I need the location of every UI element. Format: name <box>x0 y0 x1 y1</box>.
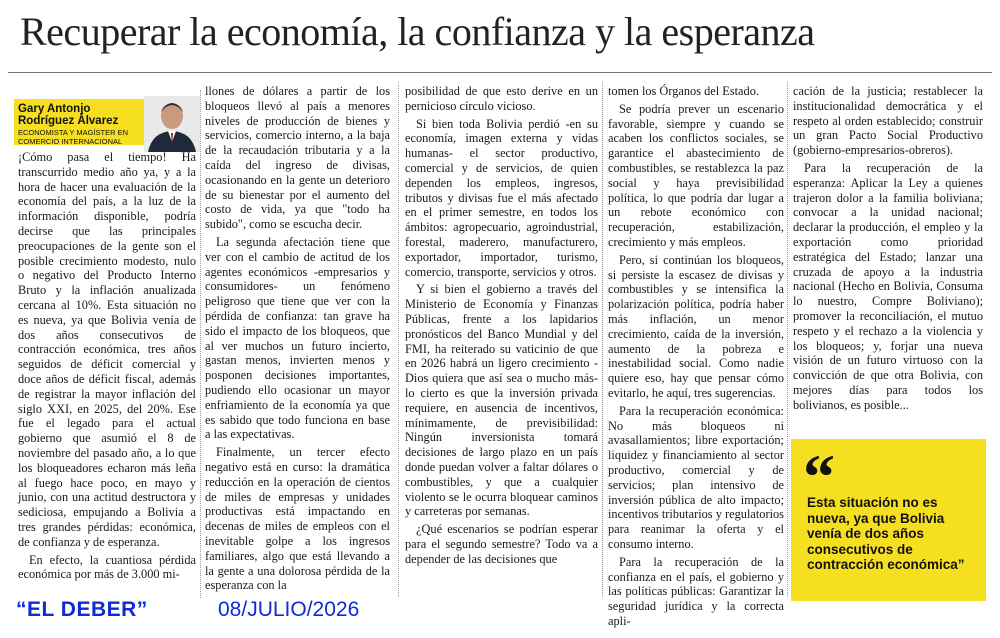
paragraph: Finalmente, un tercer efecto negativo está en curso: la dramática reducción en la operación de cientos de miles de empresas y unidades productivas está impactando en decenas de miles de empleos con el inevitable golpe a los ingresos familiares, algo que está llevando a la gente a una dolorosa pérdida de la esperanza con la <box>205 445 390 593</box>
paragraph: posibilidad de que esto derive en un pernicioso círculo vicioso. <box>405 84 598 113</box>
paragraph: Se podría prever un escenario favorable, siempre y cuando se acaben los conflictos sociales, se garantice el abastecimiento de combustibles, se restablezca la paz social y haya previsibilidad política, lo que podría dar lugar a un rebote económico con recuperación, estabilización, crecimiento y más empleos. <box>608 101 784 249</box>
paragraph: Y si bien el gobierno a través del Ministerio de Economía y Finanzas Públicas, frente a los lapidarios pronósticos del Banco Mundial y del FMI, ha reiterado su vaticinio de que en 2026 habrá un ligero crecimiento -Dios quiera que así sea o mucho más- lo cierto es que la inversión privada requiere, en ausencia de incentivos, mínimamente, de previsibilidad: Ningún inversionista tomará decisiones de largo plazo en un país donde puedan volver a faltar dólares o combustibles, y que a cualquier violento se le ocurra bloquear caminos y carreteras por semanas. <box>405 282 598 519</box>
paragraph: Para la recuperación de la esperanza: Aplicar la Ley a quienes trajeron dolor a la familia boliviana; convocar a la unidad nacional; declarar la producción, el empleo y la exportación como prioridad estratégica del Estado; lanzar una cruzada de apoyo a la industria nacional (Hecho en Bolivia, Consuma lo nuestro, Compre Boliviano); promover la reconciliación, el mutuo respeto y el rechazo a la violencia y los bloqueos; y, forjar una nueva visión de un futuro virtuoso con la convicción de que otra Bolivia, con mejores días para todos los bolivianos, es posible... <box>793 160 983 412</box>
author-role: ECONOMISTA Y MAGÍSTER EN COMERCIO INTERNACIONAL <box>18 128 129 146</box>
paragraph: llones de dólares a partir de los bloqueos llevó al país a menores niveles de producción de bienes y servicios, comercio interno, a la baja de la recaudación tributaria y a la caída del ingreso de divisas, ocasionando en la gente un deterioro de su bienestar por el aumento del costo de vida, ya que "todo ha subido", como se escucha decir. <box>205 84 390 232</box>
quote-mark-icon: “ <box>803 441 835 512</box>
column-separator <box>200 90 201 598</box>
title-divider <box>8 72 992 73</box>
column-separator <box>787 82 788 597</box>
paragraph: cación de la justicia; restablecer la institucionalidad democrática y el respeto al orden establecido; construir un gran Pacto Social Productivo (gobierno-empresarios-obreros). <box>793 84 983 158</box>
paragraph: La segunda afectación tiene que ver con el cambio de actitud de los agentes económicos -empresarios y consumidores- un fenómeno peligroso que tiene que ver con la pérdida de confianza: tan grave ha sido el impacto de los bloqueos, que al ver muchos un futuro incierto, gastan menos, invierten menos y posponen decisiones importantes, pudiendo ello ocasionar un mayor enfriamiento de la economía ya que es sabido que todo funciona en base a las expectativas. <box>205 234 390 442</box>
column-separator <box>398 82 399 597</box>
publication-date: 08/JULIO/2026 <box>218 598 360 621</box>
author-photo <box>144 96 200 152</box>
article-title: Recuperar la economía, la confianza y la esperanza <box>20 9 815 54</box>
pull-quote-text: Esta situación no es nueva, ya que Bolivia venía de dos años consecutivos de contracción económica” <box>807 495 965 572</box>
paragraph: En efecto, la cuantiosa pérdida económica por más de 3.000 mi- <box>18 552 196 582</box>
article-column-2 <box>205 84 390 596</box>
paragraph: Para la recuperación de la confianza en el país, el gobierno y las políticas públicas: Garantizar la seguridad jurídica y la correcta apli- <box>608 554 784 628</box>
paragraph: Pero, si continúan los bloqueos, si persiste la escasez de divisas y combustibles y se intensifica la polarización política, podría haber más inflación, un menor crecimiento, caída de la inversión, aumento de la pobreza e inestabilidad social. Como nadie quiere eso, hay que pensar cómo evitarlo, he aquí, tres sugerencias. <box>608 252 784 400</box>
paragraph: ¡Cómo pasa el tiempo! Ha transcurrido medio año ya, y a la hora de hacer una evaluación de la economía del país, a la luz de la información disponible, podría decirse que las principales preocupaciones de la gente son el posible crecimiento modesto, nulo o negativo del Producto Interno Bruto y la inflación anualizada cercana al 10%. Esta situación no es nueva, ya que Bolivia venía de dos años consecutivos de contracción económica, tres años seguidos de déficit comercial y doce años de déficit fiscal, además de registrar la mayor inflación del siglo XXI, en 2025, del 20%. Ese fue el legado para el actual gobierno que asumió el 8 de noviembre del pasado año, a lo que los bloqueadores echaron más leña al fuego hace poco, en mayo y junio, con una actitud destructora y sediciosa, empujando a Bolivia a tres grandes pérdidas: económica, de confianza y de esperanza. <box>18 150 196 549</box>
paragraph: tomen los Órganos del Estado. <box>608 84 759 98</box>
paragraph: Para la recuperación económica: No más bloqueos ni avasallamientos; libre exportación; liquidez y financiamiento al sector productivo, comercial y de servicios; plan intensivo de inversión pública de alto impacto; incentivos tributarios y regulatorios para reanimar la oferta y el consumo interno. <box>608 403 784 551</box>
author-box <box>14 96 200 150</box>
pull-quote <box>791 439 986 601</box>
column-separator <box>602 82 603 597</box>
article-column-3 <box>405 84 598 570</box>
article-column-1 <box>18 150 196 585</box>
article-column-5 <box>793 84 983 416</box>
author-name: Gary Antonjo Rodríguez Álvarez <box>18 103 119 127</box>
article-column-4 <box>608 84 784 632</box>
paragraph: Si bien toda Bolivia perdió -en su economía, imagen externa y vidas humanas- el sector productivo, comercial y de servicios, de quien dependen los empleos, ingresos, tributos y divisas fue el más afectado en el primer semestre, en todos los ámbitos: agropecuario, agroindustrial, forestal, maderero, manufacturero, exportador, importador, turismo, comercio, transporte, servicios y otros. <box>405 116 598 279</box>
newspaper-source: “EL DEBER” <box>16 598 148 621</box>
paragraph: ¿Qué escenarios se podrían esperar para el segundo semestre? Todo va a depender de las decisiones que <box>405 522 598 566</box>
